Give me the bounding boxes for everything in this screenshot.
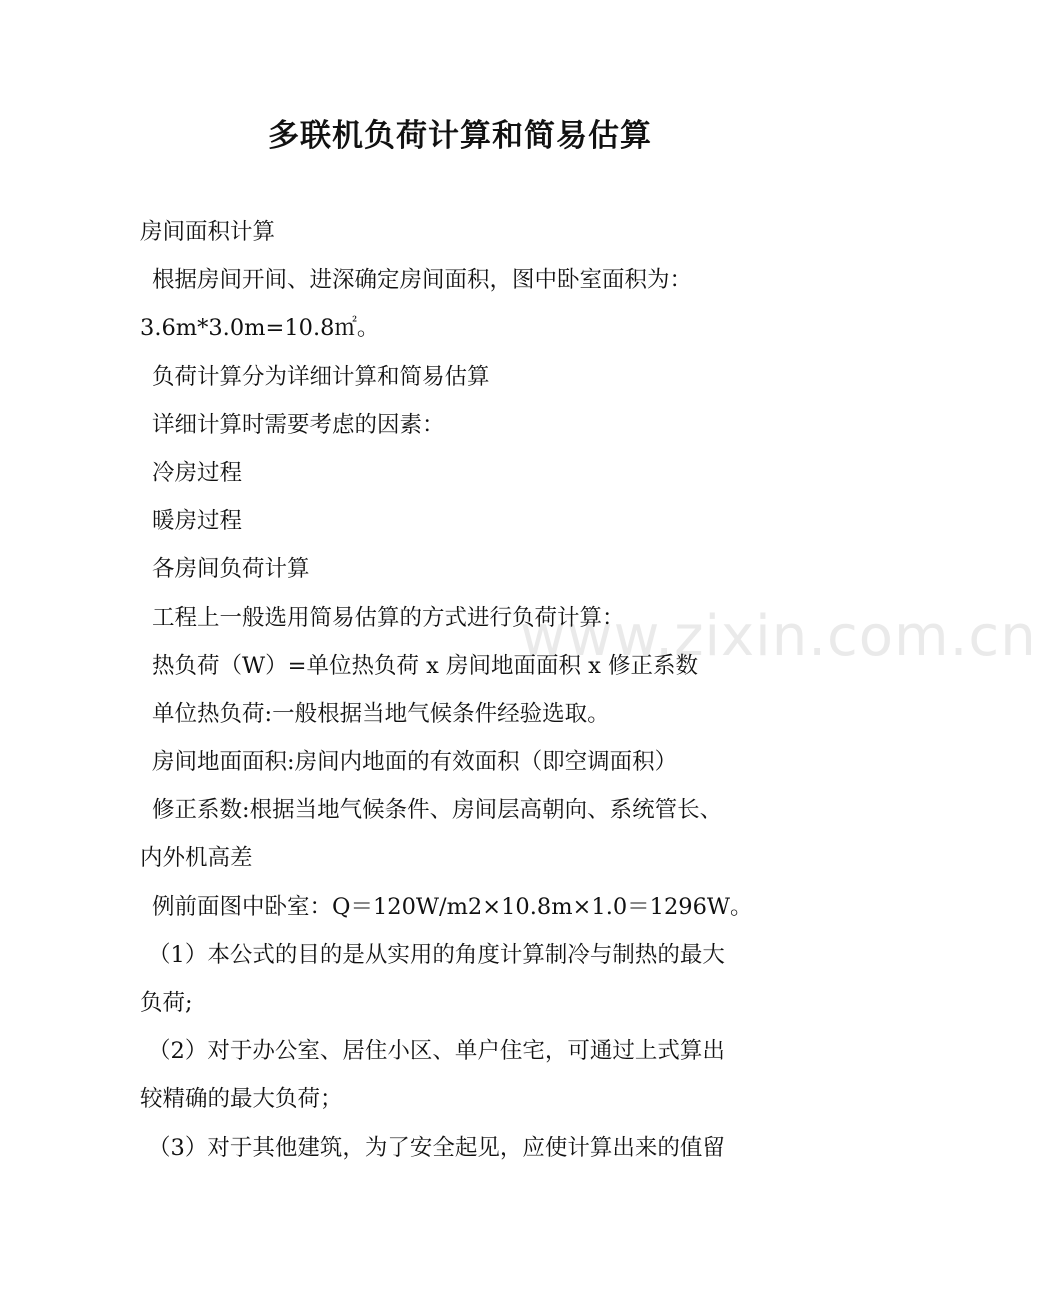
section-heading-area: 房间面积计算 — [140, 219, 276, 245]
paragraph-line: 负荷计算分为详细计算和简易估算 — [152, 364, 490, 390]
paragraph-line: 工程上一般选用简易估算的方式进行负荷计算： — [152, 605, 625, 631]
numbered-item: （1）本公式的目的是从实用的角度计算制冷与制热的最大 — [148, 942, 725, 968]
paragraph-line: 详细计算时需要考虑的因素： — [152, 412, 445, 438]
formula-line: 热负荷（W）=单位热负荷 x 房间地面面积 x 修正系数 — [152, 653, 698, 679]
paragraph-line: 内外机高差 — [140, 845, 253, 871]
paragraph-line: 3.6m*3.0m=10.8㎡。 — [140, 315, 380, 341]
numbered-item: （3）对于其他建筑，为了安全起见，应使计算出来的值留 — [148, 1135, 725, 1161]
paragraph-line: 冷房过程 — [152, 460, 243, 486]
paragraph-line: 各房间负荷计算 — [152, 556, 310, 582]
page-title: 多联机负荷计算和简易估算 — [268, 118, 652, 154]
paragraph-line: 修正系数:根据当地气候条件、房间层高朝向、系统管长、 — [152, 797, 723, 823]
paragraph-line: 较精确的最大负荷； — [140, 1086, 343, 1112]
paragraph-line: 单位热负荷:一般根据当地气候条件经验选取。 — [152, 701, 610, 727]
watermark: www.zixin.com.cn — [520, 604, 1037, 669]
numbered-item: （2）对于办公室、居住小区、单户住宅，可通过上式算出 — [148, 1038, 725, 1064]
paragraph-line: 负荷; — [140, 990, 193, 1016]
example-line: 例前面图中卧室：Q＝120W/m2×10.8m×1.0＝1296W。 — [152, 894, 753, 920]
paragraph-line: 暖房过程 — [152, 508, 243, 534]
paragraph-line: 根据房间开间、进深确定房间面积，图中卧室面积为： — [152, 267, 693, 293]
paragraph-line: 房间地面面积:房间内地面的有效面积（即空调面积） — [152, 749, 678, 775]
